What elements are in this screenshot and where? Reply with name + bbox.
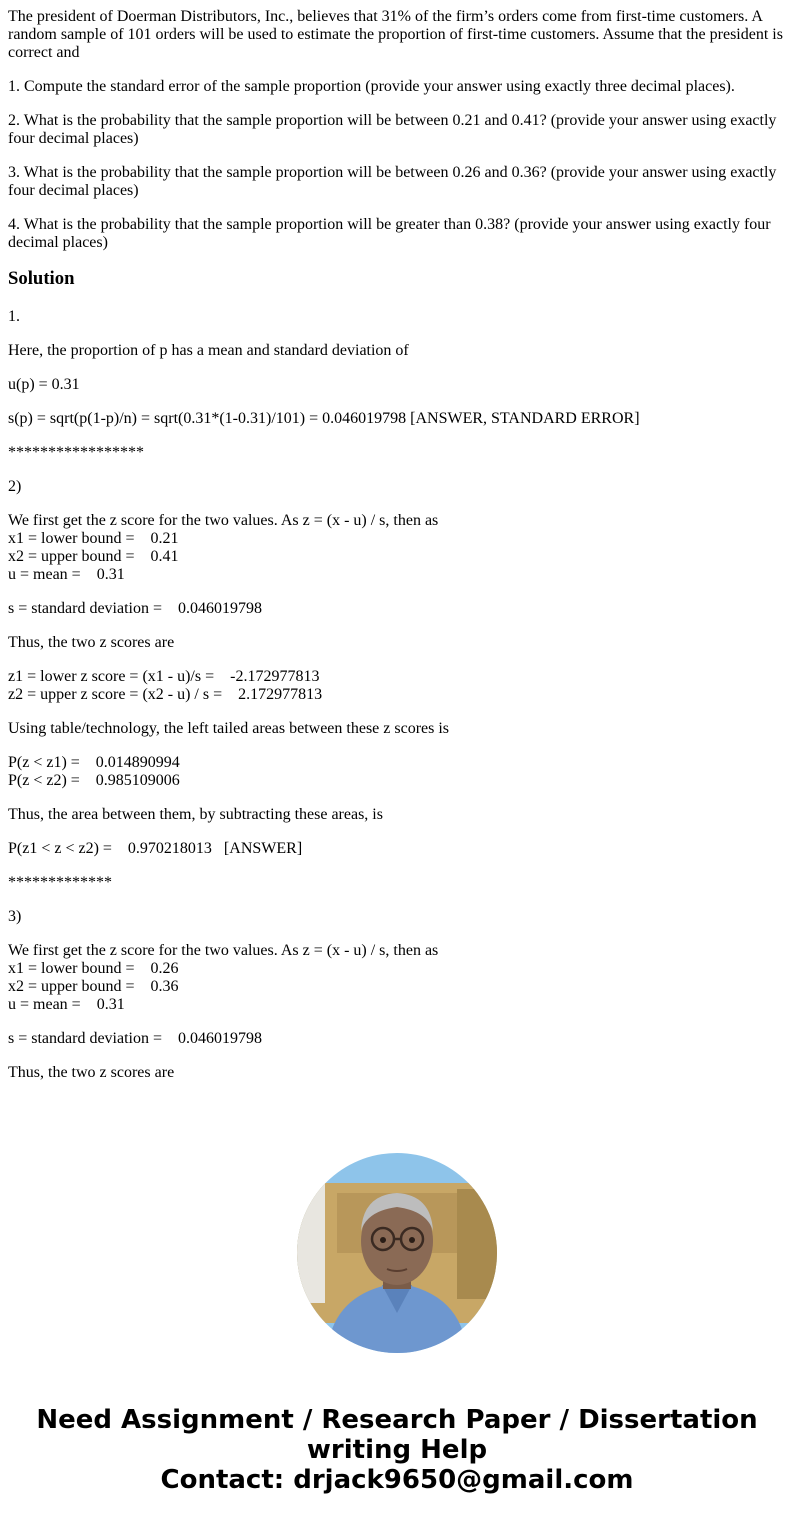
part2-answer: P(z1 < z < z2) = 0.970218013 [ANSWER] [8, 840, 303, 857]
separator: ***************** [8, 444, 144, 461]
part2-x1: x1 = lower bound = 0.21 [8, 530, 179, 547]
part2-z-scores [8, 668, 786, 704]
avatar [297, 1153, 497, 1353]
part2-mean: u = mean = 0.31 [8, 566, 125, 583]
part2-p1: P(z < z1) = 0.014890994 [8, 754, 180, 771]
part2-p2: P(z < z2) = 0.985109006 [8, 772, 180, 789]
separator: ************* [8, 874, 112, 891]
part2-z2: z2 = upper z score = (x2 - u) / s = 2.172977813 [8, 686, 323, 703]
question-4: 4. What is the probability that the sample proportion will be greater than 0.38? (provide your answer using exactly four decimal places) [8, 216, 775, 251]
banner-line-2: writing Help [306, 1435, 488, 1465]
part1-text: Here, the proportion of p has a mean and standard deviation of [8, 342, 409, 359]
part3-mean: u = mean = 0.31 [8, 996, 125, 1013]
part3-inputs [8, 942, 786, 1014]
part1-mean: u(p) = 0.31 [8, 376, 80, 393]
document-body [8, 8, 786, 1098]
part3-thus: Thus, the two z scores are [8, 1064, 175, 1081]
part3-x2: x2 = upper bound = 0.36 [8, 978, 179, 995]
part2-intro: We first get the z score for the two values. As z = (x - u) / s, then as [8, 512, 439, 529]
part3-x1: x1 = lower bound = 0.26 [8, 960, 179, 977]
problem-intro: The president of Doerman Distributors, Inc., believes that 31% of the firm’s orders come from first-time customers. A random sample of 101 orders will be used to estimate the proportion of first-time customers. Assume that the president is correct and [8, 8, 787, 61]
solution-heading: Solution [8, 268, 75, 289]
question-1: 1. Compute the standard error of the sample proportion (provide your answer using exactly three decimal places). [8, 78, 735, 95]
banner-contact-email: Contact: drjack9650@gmail.com [160, 1465, 634, 1495]
tutor-portrait-image [297, 1153, 497, 1353]
contact-banner [0, 1405, 794, 1495]
part3-sd: s = standard deviation = 0.046019798 [8, 1030, 263, 1047]
part2-x2: x2 = upper bound = 0.41 [8, 548, 179, 565]
part2-using: Using table/technology, the left tailed areas between these z scores is [8, 720, 450, 737]
part1-standard-error: s(p) = sqrt(p(1-p)/n) = sqrt(0.31*(1-0.31)/101) = 0.046019798 [ANSWER, STANDARD ERROR] [8, 410, 640, 427]
part3-label: 3) [8, 908, 22, 925]
part2-label: 2) [8, 478, 22, 495]
question-2: 2. What is the probability that the sample proportion will be between 0.21 and 0.41? (provide your answer using exactly four decimal places) [8, 112, 781, 147]
part3-intro: We first get the z score for the two values. As z = (x - u) / s, then as [8, 942, 439, 959]
part2-area: Thus, the area between them, by subtracting these areas, is [8, 806, 383, 823]
part2-thus: Thus, the two z scores are [8, 634, 175, 651]
part2-probabilities [8, 754, 786, 790]
banner-line-1: Need Assignment / Research Paper / Dissertation [36, 1405, 758, 1435]
part2-sd: s = standard deviation = 0.046019798 [8, 600, 263, 617]
part1-label: 1. [8, 308, 20, 325]
question-3: 3. What is the probability that the sample proportion will be between 0.26 and 0.36? (provide your answer using exactly four decimal places) [8, 164, 781, 199]
part2-z1: z1 = lower z score = (x1 - u)/s = -2.172977813 [8, 668, 320, 685]
part2-inputs [8, 512, 786, 584]
